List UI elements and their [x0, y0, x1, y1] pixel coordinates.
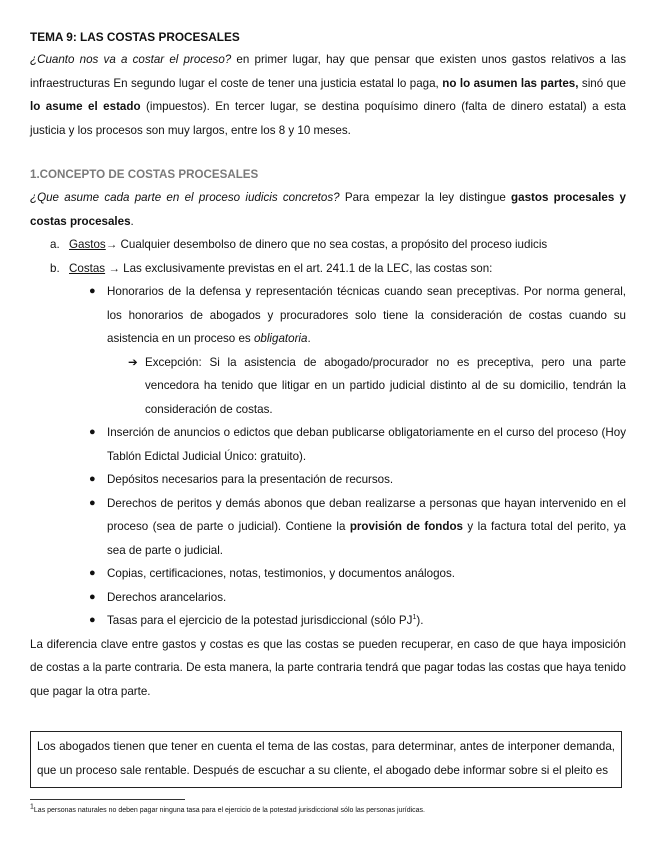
bullet-depositos	[30, 468, 626, 492]
arrow-icon: →	[105, 238, 118, 251]
intro-text-1: en primer lugar, hay que pensar que existen unos gastos relativos a las infraestructuras En segundo lugar el coste de tener una justicia estatal lo paga,	[30, 53, 626, 90]
term-gastos: Gastos	[69, 238, 106, 251]
bullet-icon: ●	[89, 496, 96, 509]
footnote-number: 1	[30, 803, 34, 811]
exception-item	[30, 351, 626, 422]
bullet-bold: provisión de fondos	[349, 520, 463, 533]
note-box: Los abogados tienen que tener en cuenta el tema de las costas, para determinar, antes de interponer demanda, que un proceso sale rentable. Después de escuchar a su cliente, el abogado debe informar sobre si el pleito es	[30, 731, 622, 788]
difference-paragraph: La diferencia clave entre gastos y costas es que las costas se pueden recuperar, en caso de que haya imposición de costas a la parte contraria. De esta manera, la parte contraria tendrá que pagar todas las costas que haya tenido que pagar la otra parte.	[30, 637, 626, 698]
bullet-icon: ●	[89, 567, 96, 579]
bullet-derechos	[30, 586, 626, 610]
footnote	[30, 803, 425, 816]
bullet-text: Derechos de peritos y demás abonos que deban realizarse a personas que hayan intervenido en el proceso (sea de parte o judicial). Contiene la	[107, 496, 626, 533]
alpha-list	[30, 233, 626, 633]
intro-text-3: (impuestos). En tercer lugar, se destina poquísimo dinero (falta de dinero estatal) a esta justicia y los procesos son muy largos, entre los 8 y 10 meses.	[30, 100, 626, 137]
bullet-text-end: .	[307, 332, 311, 345]
bullet-anuncios	[30, 421, 626, 468]
section-bold: gastos procesales y costas procesales	[30, 191, 626, 228]
section-text-2: .	[130, 214, 134, 228]
document-title: TEMA 9: LAS COSTAS PROCESALES	[30, 30, 240, 44]
bullet-copias	[30, 562, 626, 586]
section-heading: 1.CONCEPTO DE COSTAS PROCESALES	[30, 168, 259, 181]
bullet-text-end: y la factura total del perito, ya sea de parte o judicial.	[107, 520, 626, 557]
arrow-icon: →	[105, 261, 120, 275]
bullet-icon: ●	[89, 614, 96, 626]
section-intro-paragraph	[30, 186, 626, 233]
list-item-costas	[30, 257, 626, 633]
bullet-text: Honorarios de la defensa y representación técnicas cuando sean preceptivas. Por norma general, los honorarios de abogados y procuradores solo tiene la consideración de costas cuando su asistencia en un proceso es	[107, 285, 626, 345]
intro-text-2: sinó que	[578, 76, 626, 90]
footnote-divider	[30, 799, 185, 800]
section-question: ¿Que asume cada parte en el proceso iudicis concretos?	[30, 191, 340, 204]
bullet-peritos	[30, 492, 626, 563]
definition-gastos: Cualquier desembolso de dinero que no sea costas, a propósito del proceso iudicis	[117, 238, 548, 251]
footnote-text: Las personas naturales no deben pagar ninguna tasa para el ejercicio de la potestad jurisdiccional sólo las personas jurídicas.	[33, 807, 425, 814]
exception-text: Excepción: Si la asistencia de abogado/procurador no es preceptiva, pero una parte vencedora ha tenido que litigar en un partido judicial distinto al de su domicilio, tendrán la consideración de costas.	[145, 355, 626, 416]
bullet-icon: ●	[89, 590, 96, 603]
bullet-text: Derechos arancelarios.	[107, 590, 227, 604]
intro-bold-1: no lo asumen las partes,	[442, 76, 579, 90]
intro-bold-2: lo asume el estado	[30, 100, 141, 113]
bullet-text-end: ).	[416, 614, 424, 627]
list-marker: b.	[50, 261, 60, 275]
intro-question: ¿Cuanto nos va a costar el proceso?	[30, 53, 232, 66]
bullet-text: Inserción de anuncios o edictos que deban publicarse obligatoriamente en el curso del proceso (Hoy Tablón Edictal Judicial Único: gratuito).	[107, 426, 626, 463]
bullet-icon: ●	[89, 285, 96, 297]
section-text-1: Para empezar la ley distingue	[339, 191, 512, 204]
bullet-text: Depósitos necesarios para la presentación de recursos.	[107, 473, 394, 486]
list-marker: a.	[50, 238, 60, 251]
definition-costas: Las exclusivamente previstas en el art. 241.1 de la LEC, las costas son:	[119, 261, 493, 275]
bullet-tasas	[30, 609, 626, 633]
bullet-icon: ●	[89, 473, 96, 485]
arrow-right-icon: ➔	[128, 355, 138, 369]
bullet-text: Copias, certificaciones, notas, testimonios, y documentos análogos.	[107, 567, 455, 580]
bullet-text: Tasas para el ejercicio de la potestad jurisdiccional (sólo PJ	[107, 614, 413, 627]
list-item-gastos	[30, 233, 626, 257]
bullet-italic: obligatoria	[253, 332, 308, 345]
bullet-icon: ●	[89, 426, 96, 438]
footnote-ref[interactable]: 1	[412, 614, 417, 622]
bullet-honorarios	[30, 280, 626, 421]
intro-paragraph	[30, 48, 626, 142]
document-page	[30, 26, 626, 703]
term-costas: Costas	[69, 261, 106, 275]
costas-bullet-list	[30, 280, 626, 633]
